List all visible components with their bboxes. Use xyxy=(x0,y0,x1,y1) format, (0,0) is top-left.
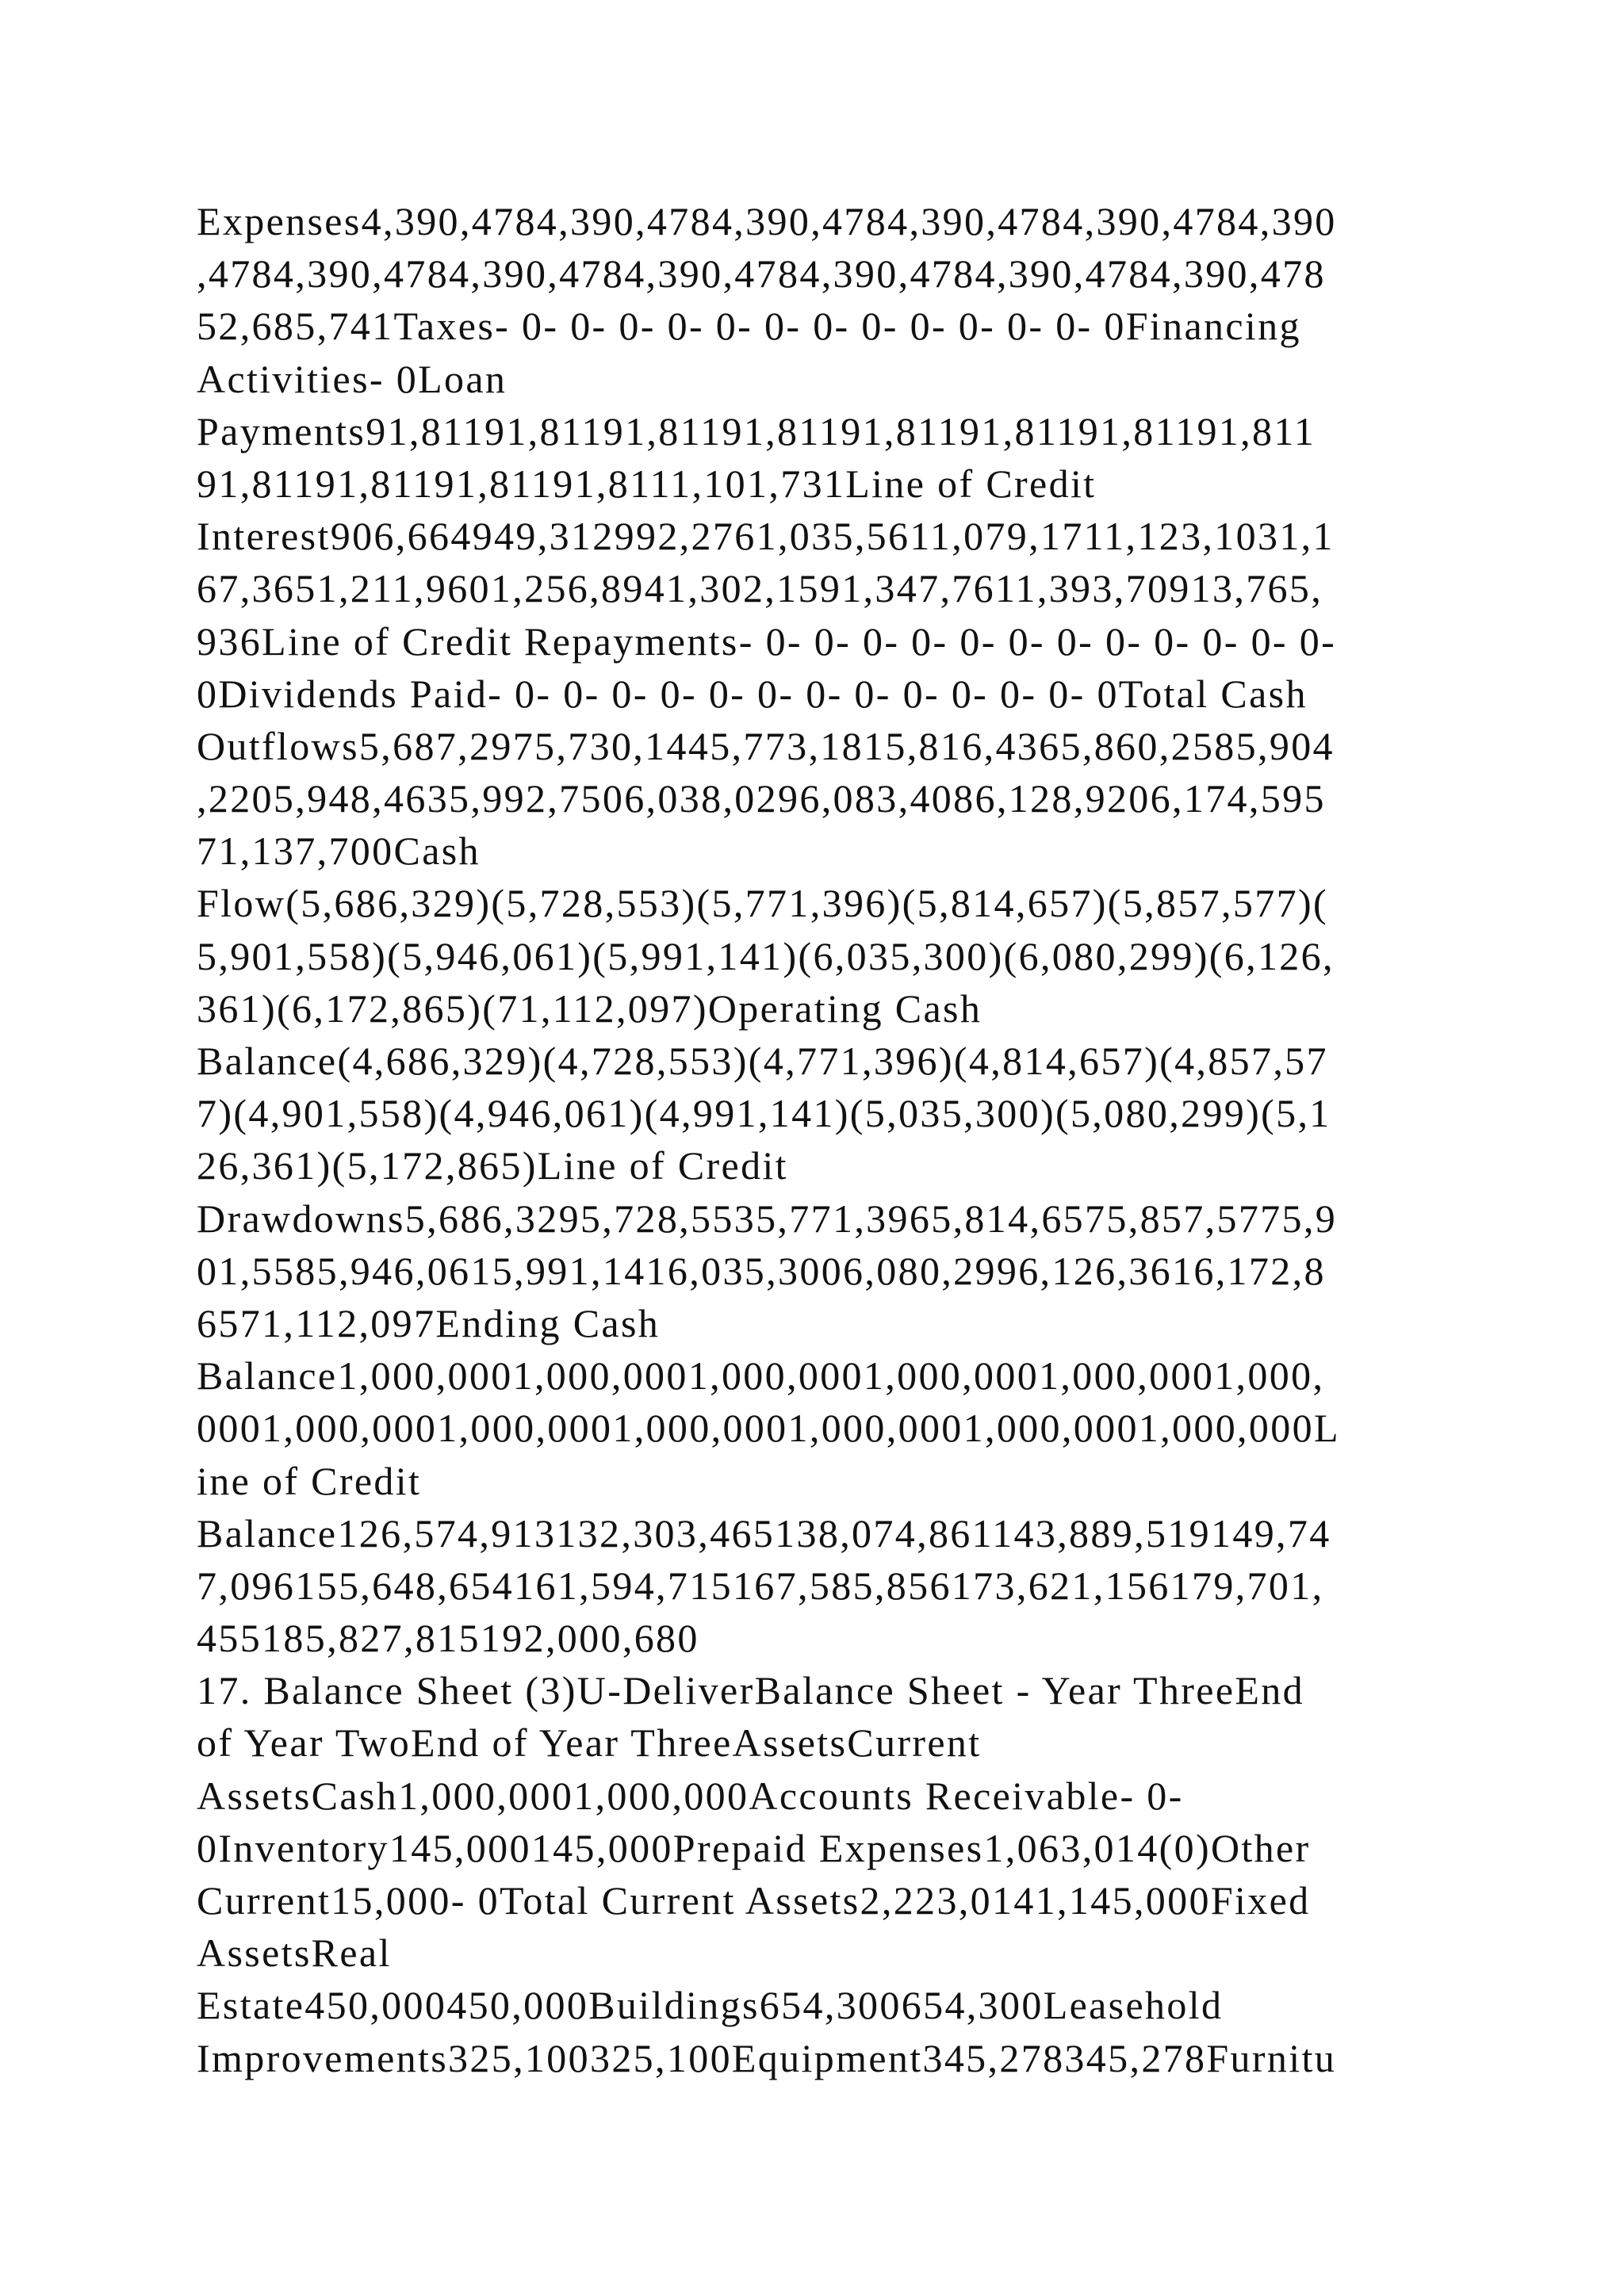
text-line: Balance(4,686,329)(4,728,553)(4,771,396)(4,814,657)(4,857,57 xyxy=(197,1039,1328,1083)
text-line: 71,137,700Cash xyxy=(197,828,481,874)
text-line: ,4784,390,4784,390,4784,390,4784,390,4784,390,4784,390,478 xyxy=(197,251,1326,297)
text-line: 67,3651,211,9601,256,8941,302,1591,347,7611,393,70913,765, xyxy=(197,566,1323,611)
text-line: Expenses4,390,4784,390,4784,390,4784,390,4784,390,4784,390 xyxy=(197,199,1337,243)
text-line: 26,361)(5,172,865)Line of Credit xyxy=(197,1143,788,1188)
text-line: 01,5585,946,0615,991,1416,035,3006,080,2996,126,3616,172,8 xyxy=(197,1248,1326,1293)
section-heading-line: 17. Balance Sheet (3)U-DeliverBalance Sheet - Year ThreeEnd xyxy=(197,1668,1304,1713)
text-line: 0Inventory145,000145,000Prepaid Expenses1,063,014(0)Other xyxy=(197,1825,1311,1870)
text-line: Payments91,81191,81191,81191,81191,81191,81191,81191,811 xyxy=(197,408,1316,453)
text-line: 91,81191,81191,81191,8111,101,731Line of Credit xyxy=(197,461,1097,506)
text-line: Balance126,574,913132,303,465138,074,861143,889,519149,74 xyxy=(197,1510,1331,1556)
text-line: AssetsCash1,000,0001,000,000Accounts Receivable- 0- xyxy=(197,1773,1184,1818)
text-line: Drawdowns5,686,3295,728,5535,771,3965,814,6575,857,5775,9 xyxy=(197,1196,1338,1241)
text-line: 0Dividends Paid- 0- 0- 0- 0- 0- 0- 0- 0- 0- 0- 0- 0- 0Total Cash xyxy=(197,671,1308,716)
text-line: Interest906,664949,312992,2761,035,5611,079,1711,123,1031,1 xyxy=(197,514,1335,559)
text-line: Improvements325,100325,100Equipment345,278345,278Furnitu xyxy=(197,2035,1337,2080)
text-line: of Year TwoEnd of Year ThreeAssetsCurrent xyxy=(197,1720,982,1766)
text-line: Balance1,000,0001,000,0001,000,0001,000,0001,000,0001,000, xyxy=(197,1353,1325,1399)
text-line: 52,685,741Taxes- 0- 0- 0- 0- 0- 0- 0- 0- 0- 0- 0- 0- 0Financing xyxy=(197,304,1301,349)
text-line: AssetsReal xyxy=(197,1931,392,1976)
text-line: 6571,112,097Ending Cash xyxy=(197,1300,661,1345)
text-line: 455185,827,815192,000,680 xyxy=(197,1616,699,1661)
text-line: Flow(5,686,329)(5,728,553)(5,771,396)(5,814,657)(5,857,577)( xyxy=(197,881,1328,926)
text-line: 936Line of Credit Repayments- 0- 0- 0- 0- 0- 0- 0- 0- 0- 0- 0- 0- xyxy=(197,618,1337,664)
text-line: ,2205,948,4635,992,7506,038,0296,083,4086,128,9206,174,595 xyxy=(197,776,1326,821)
text-line: 5,901,558)(5,946,061)(5,991,141)(6,035,300)(6,080,299)(6,126, xyxy=(197,933,1335,978)
text-line: Estate450,000450,000Buildings654,300654,300Leasehold xyxy=(197,1983,1224,2028)
text-line: 7,096155,648,654161,594,715167,585,856173,621,156179,701, xyxy=(197,1563,1324,1608)
text-line: Current15,000- 0Total Current Assets2,223,0141,145,000Fixed xyxy=(197,1878,1311,1923)
text-line: 0001,000,0001,000,0001,000,0001,000,0001,000,0001,000,000L xyxy=(197,1406,1340,1451)
text-line: Activities- 0Loan xyxy=(197,356,508,401)
text-line: ine of Credit xyxy=(197,1458,422,1503)
text-line: 7)(4,901,558)(4,946,061)(4,991,141)(5,035,300)(5,080,299)(5,1 xyxy=(197,1091,1331,1136)
document-text xyxy=(197,195,1450,2084)
text-line: 361)(6,172,865)(71,112,097)Operating Cash xyxy=(197,985,982,1031)
text-line: Outflows5,687,2975,730,1445,773,1815,816,4365,860,2585,904 xyxy=(197,723,1335,768)
